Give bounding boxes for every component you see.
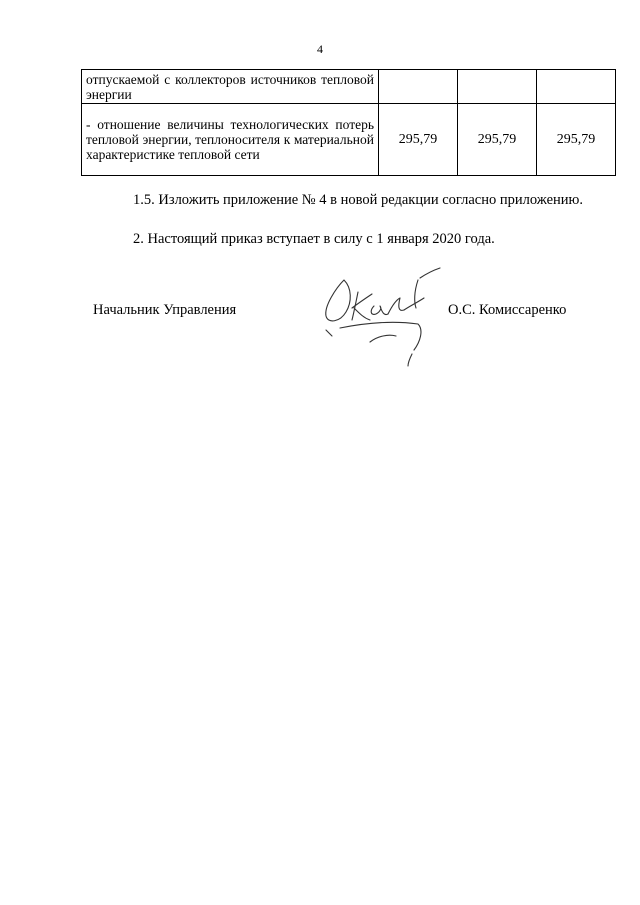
table-row	[82, 70, 616, 104]
tariff-table	[81, 69, 616, 176]
signatory-name: О.С. Комиссаренко	[448, 302, 567, 318]
signatory-position: Начальник Управления	[93, 302, 237, 318]
page-number: 4	[317, 42, 323, 56]
row-description: - отношение величины технологических потерь тепловой энергии, теплоносителя к материальной характеристике тепловой сети	[82, 104, 379, 176]
value-cell	[379, 70, 458, 104]
paragraph-1	[93, 191, 599, 210]
value-cell: 295,79	[537, 104, 616, 176]
paragraph-2	[93, 230, 599, 249]
value-cell	[458, 70, 537, 104]
paragraph-text: 1.5. Изложить приложение № 4 в новой редакции согласно приложению.	[133, 192, 584, 208]
value-cell: 295,79	[458, 104, 537, 176]
table-row	[82, 104, 616, 176]
paragraph-text: 2. Настоящий приказ вступает в силу с 1 января 2020 года.	[133, 231, 495, 247]
handwritten-signature	[300, 258, 460, 373]
value-cell: 295,79	[379, 104, 458, 176]
row-description: отпускаемой с коллекторов источников тепловой энергии	[82, 70, 379, 104]
value-cell	[537, 70, 616, 104]
